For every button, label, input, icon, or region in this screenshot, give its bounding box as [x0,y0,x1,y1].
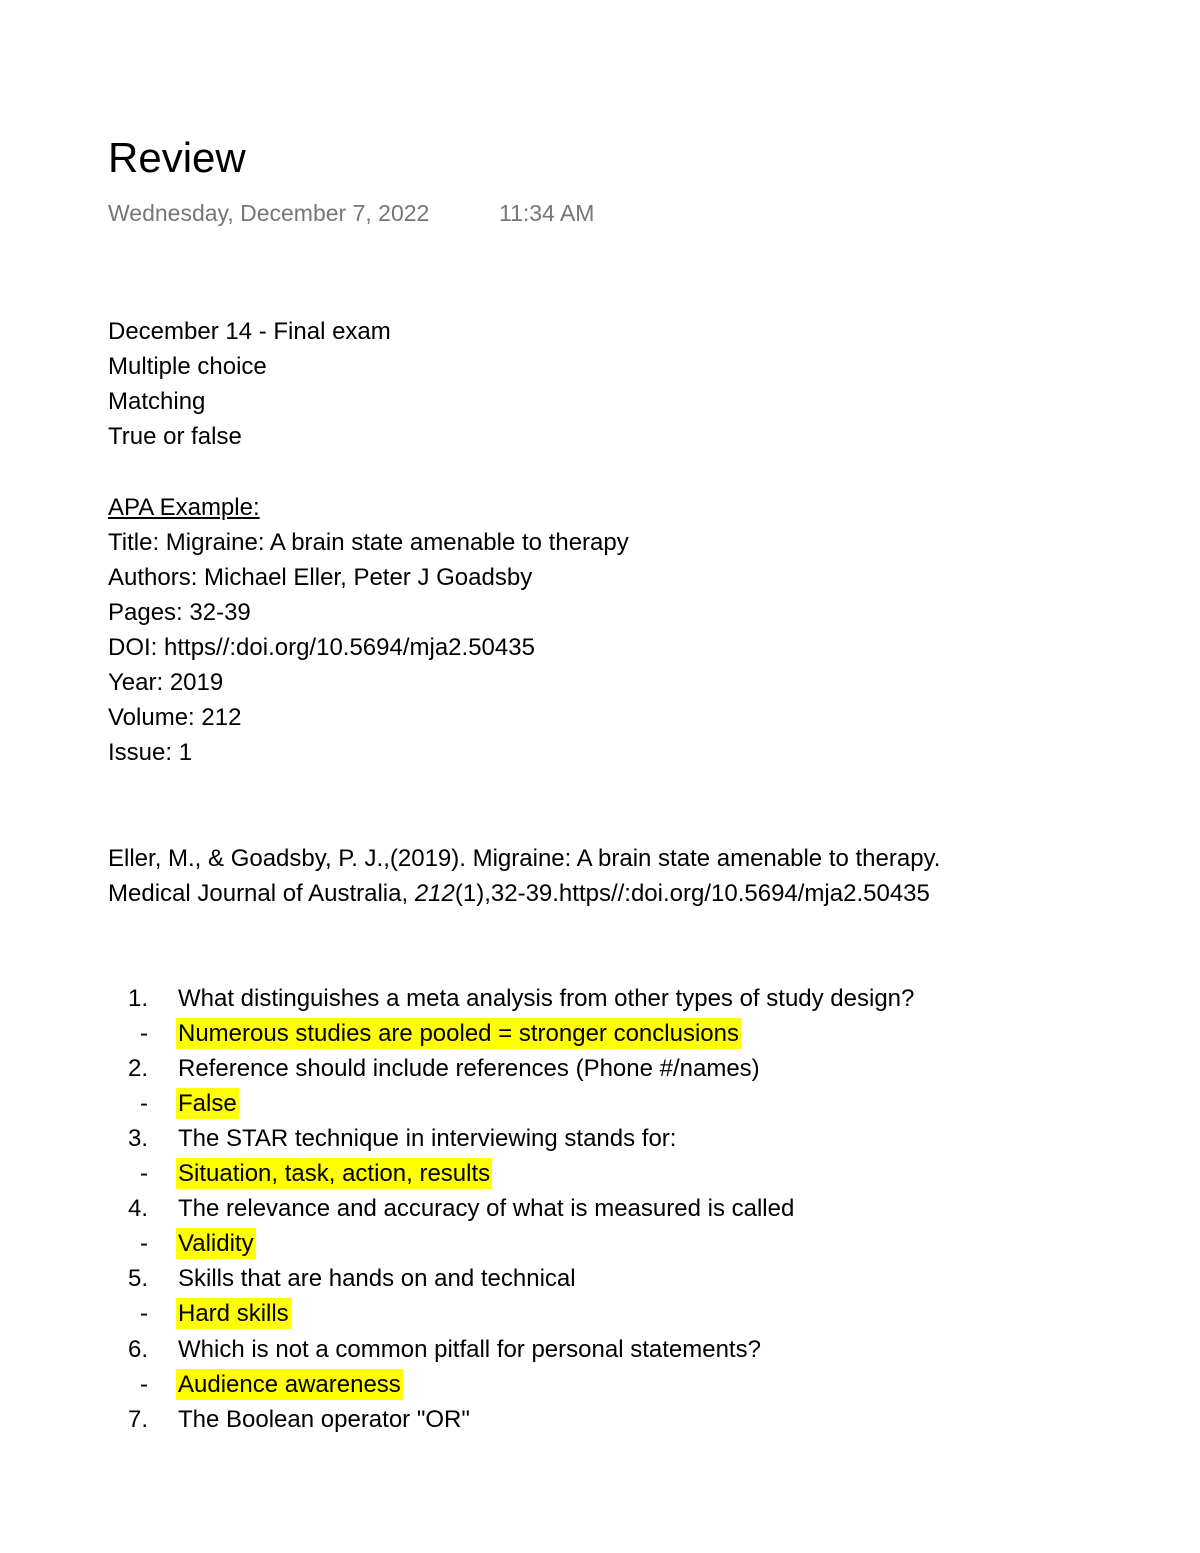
citation-line: Eller, M., & Goadsby, P. J.,(2019). Migraine: A brain state amenable to therapy. [108,845,941,872]
answer-highlight: Validity [178,1230,254,1257]
note-date: Wednesday, December 7, 2022 [108,200,430,226]
question-text: Skills that are hands on and technical [178,1265,576,1292]
exam-info-line: Matching [108,388,206,415]
citation-journal: Medical Journal of Australia, [108,880,415,907]
question-text: The relevance and accuracy of what is measured is called [178,1195,795,1222]
question-number: 1. [128,985,149,1012]
question-number: 7. [128,1406,149,1433]
apa-field: Issue: 1 [108,739,193,766]
answer-dash: - [140,1090,148,1117]
exam-info-line: Multiple choice [108,353,267,380]
apa-field: Title: Migraine: A brain state amenable to therapy [108,529,629,556]
citation-volume: 212 [414,880,455,907]
question-text: The Boolean operator "OR" [178,1406,470,1433]
answer-highlight: Audience awareness [178,1371,401,1398]
question-number: 6. [128,1336,149,1363]
apa-field: Authors: Michael Eller, Peter J Goadsby [108,564,533,591]
apa-field: Year: 2019 [108,669,224,696]
question-number: 2. [128,1055,149,1082]
answer-highlight: Hard skills [178,1300,289,1327]
question-text: The STAR technique in interviewing stands for: [178,1125,677,1152]
question-text: What distinguishes a meta analysis from other types of study design? [178,985,915,1012]
answer-highlight: False [178,1090,237,1117]
answer-dash: - [140,1230,148,1257]
apa-field: DOI: https//:doi.org/10.5694/mja2.50435 [108,634,535,661]
citation-rest: (1),32-39.https//:doi.org/10.5694/mja2.50435 [454,880,930,907]
apa-field: Pages: 32-39 [108,599,251,626]
question-number: 5. [128,1265,149,1292]
question-number: 4. [128,1195,149,1222]
note-time: 11:34 AM [499,200,595,226]
exam-info-line: True or false [108,423,242,450]
answer-dash: - [140,1020,148,1047]
question-number: 3. [128,1125,149,1152]
citation-line [108,876,930,911]
question-text: Reference should include references (Phone #/names) [178,1055,760,1082]
page-title: Review [108,134,246,181]
apa-field: Volume: 212 [108,704,242,731]
exam-info-line: December 14 - Final exam [108,318,391,345]
answer-dash: - [140,1300,148,1327]
answer-dash: - [140,1371,148,1398]
answer-dash: - [140,1160,148,1187]
apa-heading: APA Example: [108,494,260,521]
answer-highlight: Numerous studies are pooled = stronger conclusions [178,1020,739,1047]
question-text: Which is not a common pitfall for personal statements? [178,1336,761,1363]
answer-highlight: Situation, task, action, results [178,1160,491,1187]
